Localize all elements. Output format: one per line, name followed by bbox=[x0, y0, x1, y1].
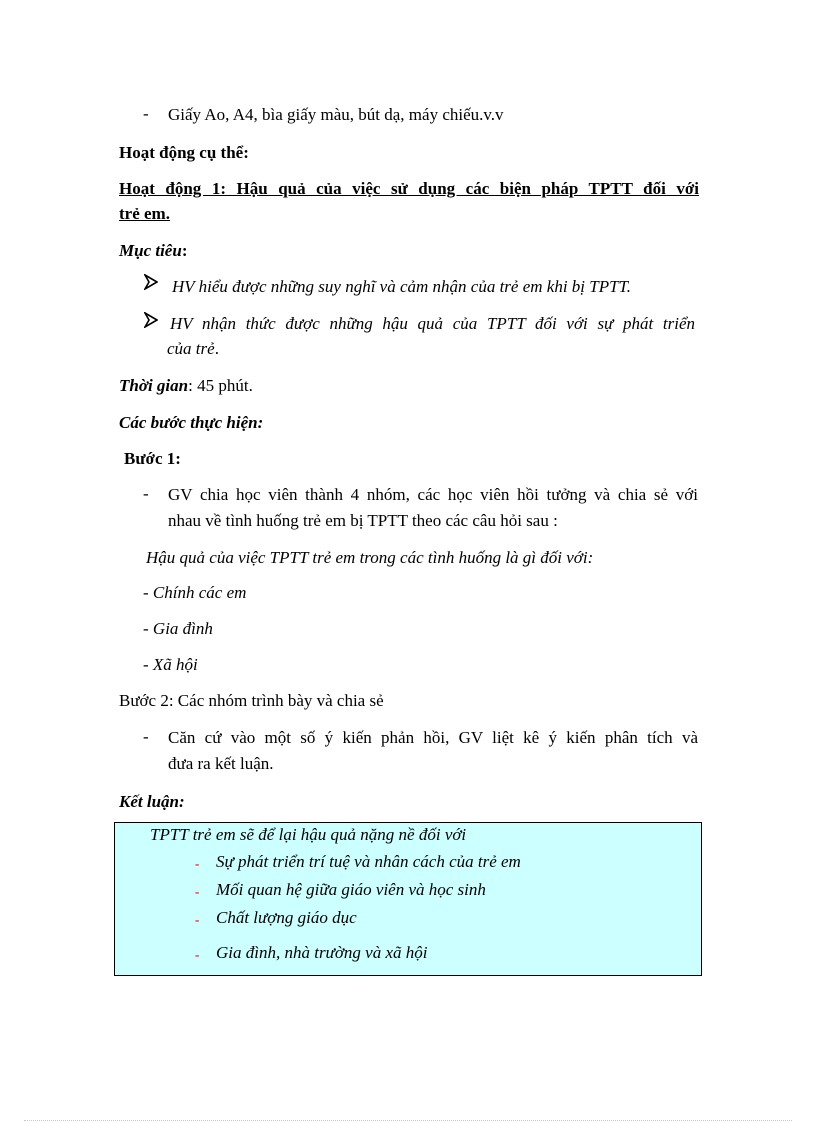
step1-line2: nhau về tình huống trẻ em bị TPTT theo các câu hỏi sau : bbox=[168, 511, 558, 530]
step1-question: Hậu quả của việc TPTT trẻ em trong các tình huống là gì đối với: bbox=[146, 548, 594, 567]
step1-target: - Xã hội bbox=[143, 655, 198, 674]
activity1-title-line2: trẻ em. bbox=[119, 204, 170, 223]
step2-label: Bước 2: Các nhóm trình bày và chia sẻ bbox=[119, 691, 384, 710]
arrow-bullet-icon bbox=[144, 274, 158, 295]
activity1-title-line1: Hoạt động 1: Hậu quả của việc sử dụng các biện pháp TPTT đối với bbox=[119, 179, 699, 198]
step2-bullet: - bbox=[143, 727, 149, 746]
arrow-bullet-icon bbox=[144, 312, 158, 333]
materials-text: Giấy Ao, A4, bìa giấy màu, bút dạ, máy chiếu.v.v bbox=[168, 105, 504, 124]
conclusion-bullet: - bbox=[195, 856, 200, 871]
conclusion-bullet: - bbox=[195, 884, 200, 899]
step2-line2: đưa ra kết luận. bbox=[168, 754, 274, 773]
conclusion-item: Sự phát triển trí tuệ và nhân cách của trẻ em bbox=[216, 852, 521, 871]
materials-bullet: - bbox=[143, 104, 149, 123]
conclusion-item: Gia đình, nhà trường và xã hội bbox=[216, 943, 428, 962]
page-footer-rule bbox=[24, 1120, 792, 1121]
objectives-heading: Mục tiêu: bbox=[119, 241, 188, 260]
objective-item: HV nhận thức được những hậu quả của TPTT đối với sự phát triển bbox=[170, 314, 695, 333]
step1-target: - Chính các em bbox=[143, 583, 247, 602]
objective-item: HV hiểu được những suy nghĩ và cảm nhận của trẻ em khi bị TPTT. bbox=[172, 277, 632, 296]
objective-item-continuation: của trẻ. bbox=[167, 339, 219, 358]
steps-heading: Các bước thực hiện: bbox=[119, 413, 264, 432]
step2-line1: Căn cứ vào một số ý kiến phản hồi, GV liệt kê ý kiến phân tích và bbox=[168, 728, 698, 747]
conclusion-intro: TPTT trẻ em sẽ để lại hậu quả nặng nề đối với bbox=[150, 825, 467, 844]
conclusion-box bbox=[114, 822, 702, 976]
step1-label: Bước 1: bbox=[124, 449, 181, 468]
duration: Thời gian: 45 phút. bbox=[119, 376, 253, 395]
step1-line1: GV chia học viên thành 4 nhóm, các học viên hồi tưởng và chia sẻ với bbox=[168, 485, 698, 504]
activities-heading: Hoạt động cụ thể: bbox=[119, 143, 249, 162]
conclusion-item: Chất lượng giáo dục bbox=[216, 908, 357, 927]
conclusion-bullet: - bbox=[195, 947, 200, 962]
conclusion-heading: Kết luận: bbox=[119, 792, 185, 811]
conclusion-bullet: - bbox=[195, 912, 200, 927]
conclusion-item: Mối quan hệ giữa giáo viên và học sinh bbox=[216, 880, 486, 899]
step1-target: - Gia đình bbox=[143, 619, 213, 638]
step1-bullet: - bbox=[143, 484, 149, 503]
